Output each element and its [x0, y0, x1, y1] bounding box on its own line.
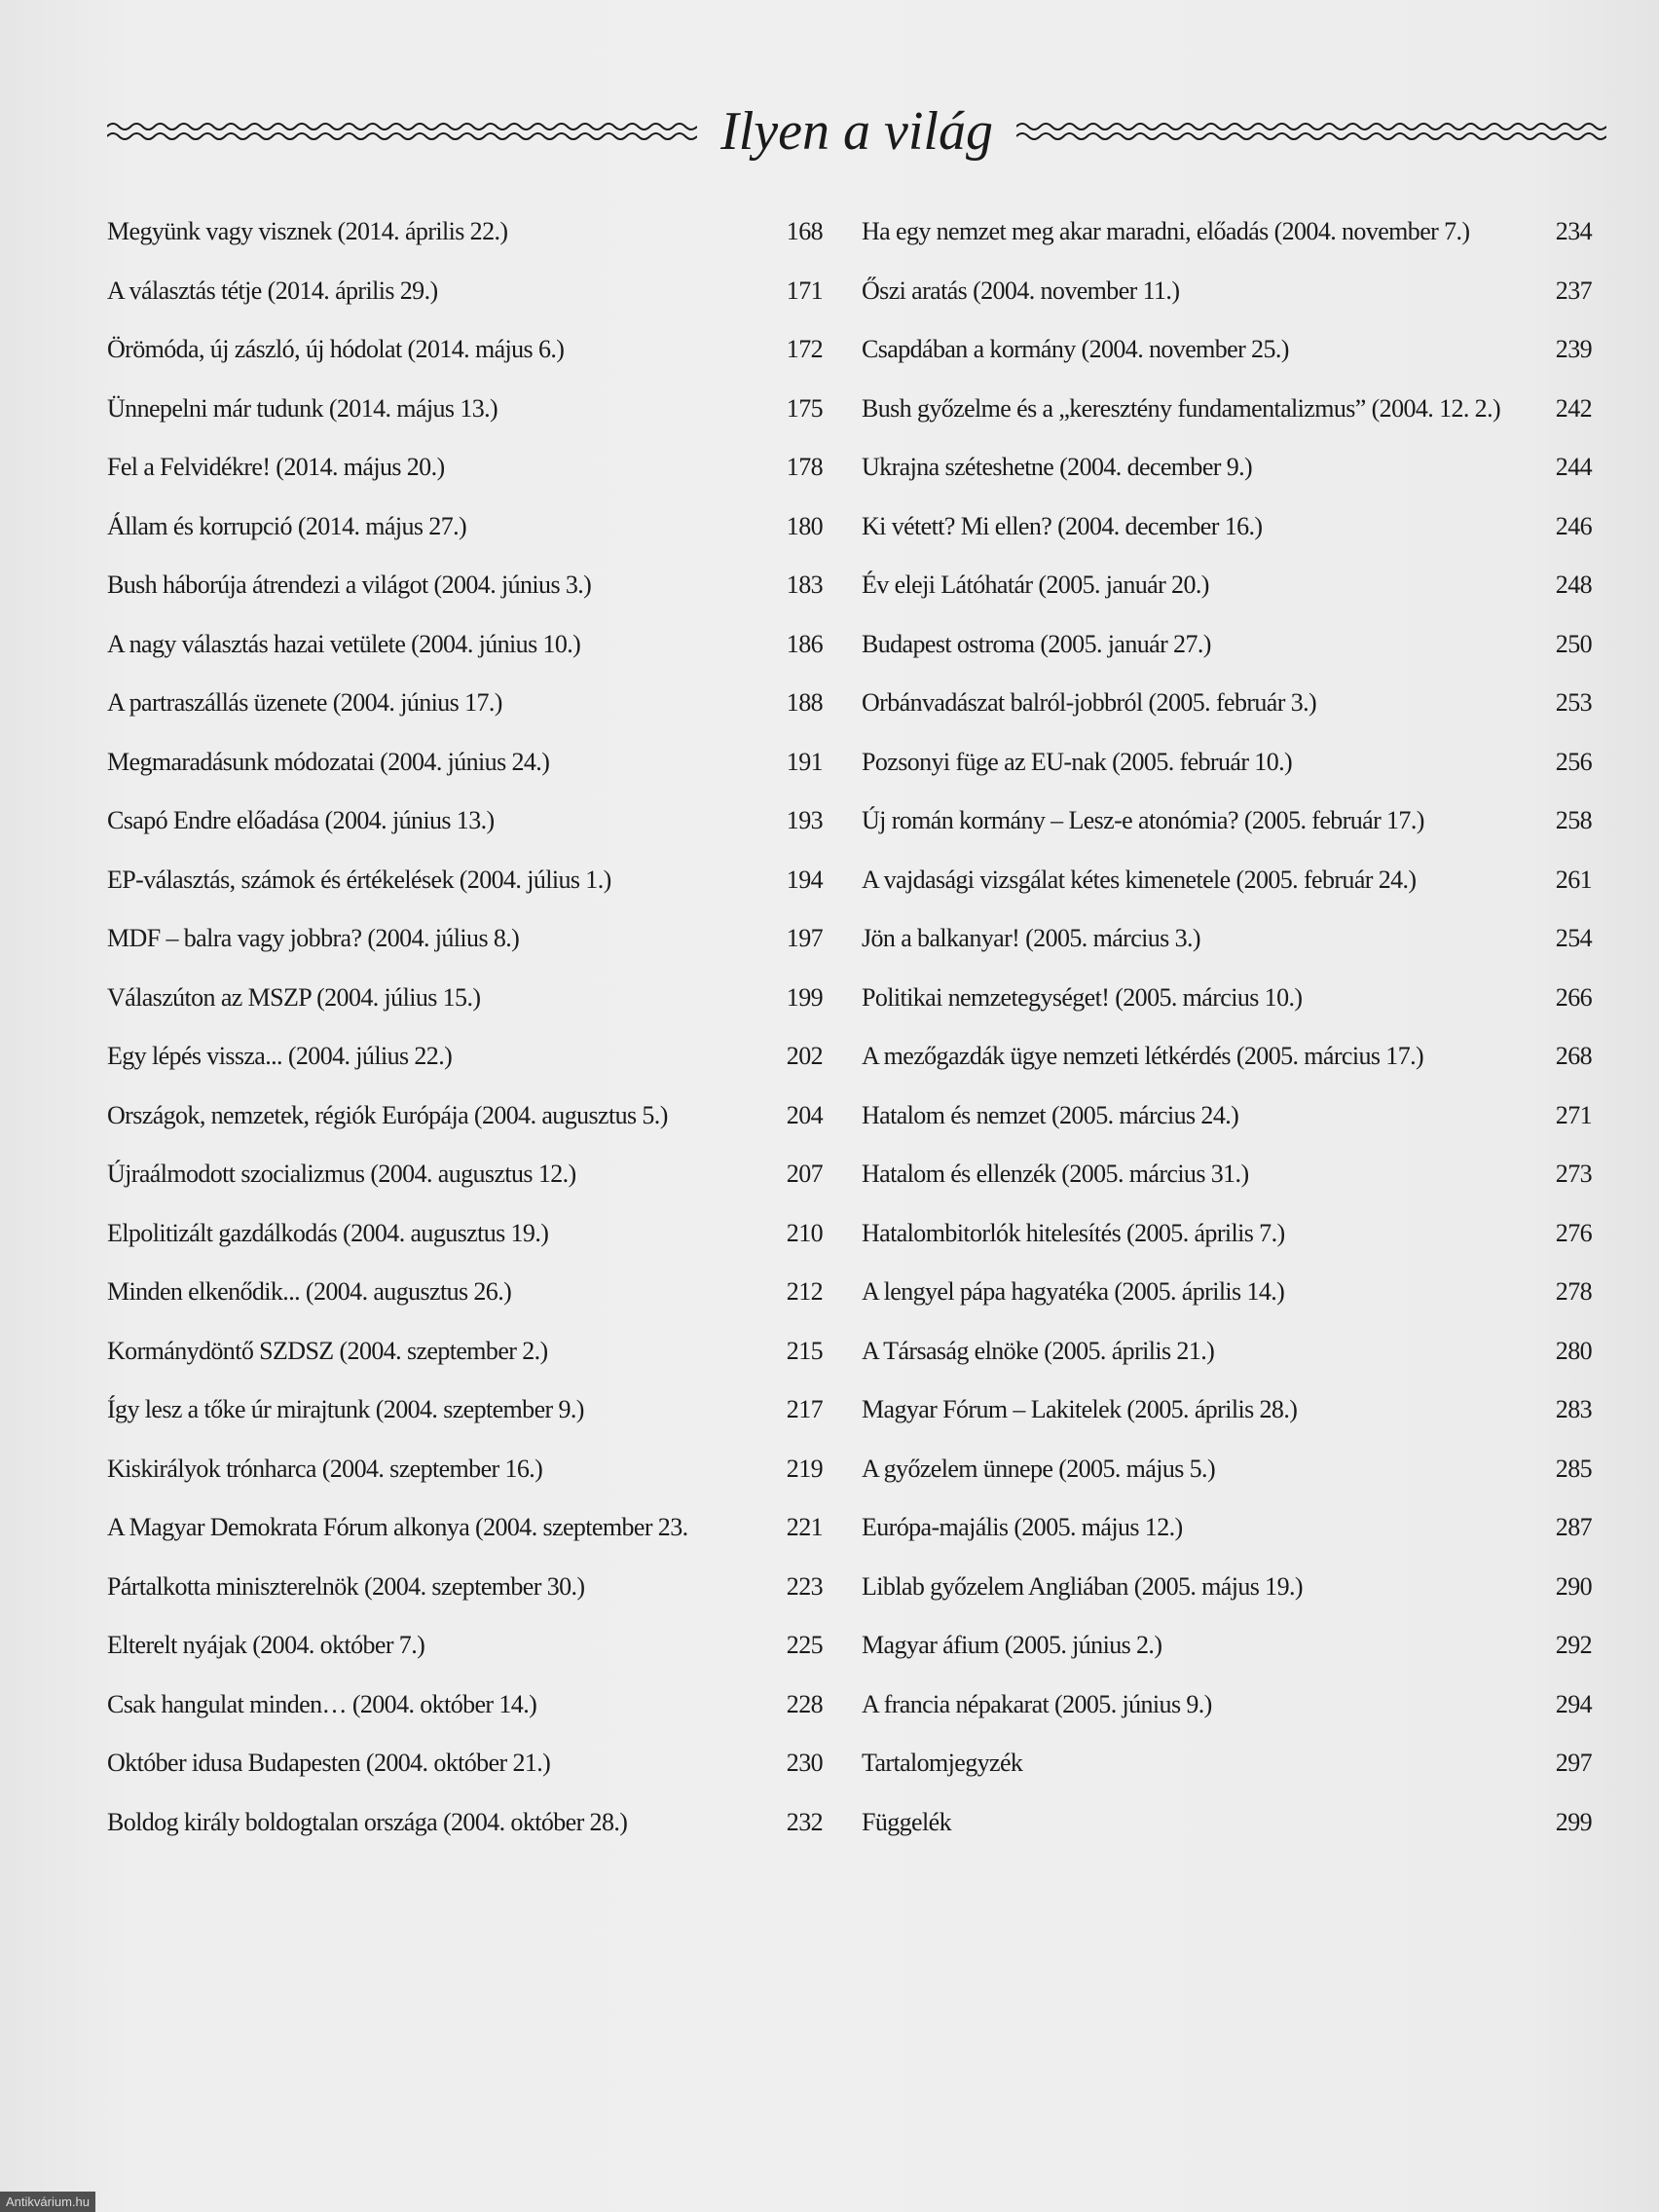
toc-entry-title: Kiskirályok trónharca (2004. szeptember 16.) [107, 1454, 543, 1483]
toc-entry-title: Állam és korrupció (2014. május 27.) [107, 511, 467, 540]
toc-entry-page-number: 204 [786, 1100, 823, 1129]
toc-entry-page-number: 285 [1555, 1454, 1592, 1483]
toc-entry-title: A nagy választás hazai vetülete (2004. június 10.) [107, 629, 581, 658]
toc-entry-title: A francia népakarat (2005. június 9.) [862, 1689, 1212, 1718]
toc-entry-title: Elterelt nyájak (2004. október 7.) [107, 1631, 425, 1660]
toc-entry-page-number: 175 [786, 393, 823, 423]
toc-entry-page-number: 261 [1555, 865, 1592, 894]
toc-entry-title: Megyünk vagy visznek (2014. április 22.) [107, 217, 508, 246]
toc-entry-page-number: 191 [786, 747, 823, 776]
toc-entry-page-number: 266 [1555, 982, 1592, 1012]
toc-entry-page-number: 253 [1555, 688, 1592, 718]
toc-entry-title: Csak hangulat minden… (2004. október 14.) [107, 1689, 537, 1718]
toc-entry [862, 1381, 1592, 1440]
toc-entry-page-number: 180 [786, 511, 823, 540]
toc-entry-page-number: 234 [1555, 217, 1592, 246]
toc-entry-page-number: 188 [786, 688, 823, 718]
toc-entry [862, 909, 1592, 969]
toc-entry-page-number: 186 [786, 629, 823, 658]
toc-entry-page-number: 287 [1555, 1513, 1592, 1542]
toc-entry-title: A Magyar Demokrata Fórum alkonya (2004. szeptember 23. [107, 1513, 688, 1542]
toc-entry [107, 556, 823, 615]
toc-entry-title: Fel a Felvidékre! (2014. május 20.) [107, 453, 445, 482]
toc-entry-page-number: 290 [1555, 1571, 1592, 1601]
toc-entry-page-number: 276 [1555, 1218, 1592, 1247]
toc-entry-page-number: 212 [786, 1277, 823, 1307]
toc-entry-page-number: 230 [786, 1749, 823, 1778]
toc-entry-title: EP-választás, számok és értékelések (2004. július 1.) [107, 865, 611, 894]
toc-entry-title: Országok, nemzetek, régiók Európája (2004. augusztus 5.) [107, 1100, 668, 1129]
toc-entry [107, 262, 823, 321]
toc-entry-title: Év eleji Látóhatár (2005. január 20.) [862, 571, 1209, 600]
toc-entry [862, 792, 1592, 851]
toc-entry-title: Egy lépés vissza... (2004. július 22.) [107, 1042, 453, 1071]
toc-entry-title: Pártalkotta miniszterelnök (2004. szeptember 30.) [107, 1571, 585, 1601]
toc-entry-page-number: 250 [1555, 629, 1592, 658]
toc-entry-page-number: 215 [786, 1336, 823, 1365]
toc-entry-page-number: 283 [1555, 1395, 1592, 1424]
toc-entry-page-number: 254 [1555, 924, 1592, 953]
toc-entry-title: Örömóda, új zászló, új hódolat (2014. május 6.) [107, 335, 565, 364]
toc-entry-page-number: 178 [786, 453, 823, 482]
toc-entry [107, 909, 823, 969]
toc-entry [107, 1263, 823, 1322]
toc-entry [107, 1498, 823, 1558]
toc-entry [107, 969, 823, 1028]
toc-entry-page-number: 202 [786, 1042, 823, 1071]
toc-entry-title: Liblab győzelem Angliában (2005. május 19.) [862, 1571, 1303, 1601]
toc-entry-title: Orbánvadászat balról-jobbról (2005. február 3.) [862, 688, 1317, 718]
toc-entry [107, 1087, 823, 1146]
toc-entry-title: Európa-majális (2005. május 12.) [862, 1513, 1183, 1542]
toc-entry [107, 1734, 823, 1793]
toc-entry [862, 1793, 1592, 1853]
toc-entry-page-number: 256 [1555, 747, 1592, 776]
toc-entry-title: Október idusa Budapesten (2004. október 21.) [107, 1749, 551, 1778]
toc-entry-page-number: 280 [1555, 1336, 1592, 1365]
toc-entry [862, 320, 1592, 380]
toc-entry-page-number: 223 [786, 1571, 823, 1601]
toc-entry [862, 262, 1592, 321]
toc-entry [107, 615, 823, 675]
toc-entry [107, 674, 823, 733]
toc-entry [107, 1204, 823, 1264]
header-ornament-right [1016, 119, 1606, 144]
toc-entry-page-number: 217 [786, 1395, 823, 1424]
toc-entry-title: Csapó Endre előadása (2004. június 13.) [107, 806, 495, 835]
toc-entry [862, 498, 1592, 557]
toc-entry-title: Újraálmodott szocializmus (2004. augusztus 12.) [107, 1160, 576, 1189]
toc-entry [107, 1676, 823, 1735]
page-header [107, 97, 1606, 166]
toc-entry [862, 1440, 1592, 1499]
toc-entry-title: Politikai nemzetegységet! (2005. március 10.) [862, 982, 1303, 1012]
toc-entry [862, 1204, 1592, 1264]
toc-entry-title: A győzelem ünnepe (2005. május 5.) [862, 1454, 1216, 1483]
toc-entry [862, 1558, 1592, 1617]
toc-entry-title: Függelék [862, 1807, 951, 1836]
toc-entry-title: A Társaság elnöke (2005. április 21.) [862, 1336, 1215, 1365]
toc-entry-title: Ünnepelni már tudunk (2014. május 13.) [107, 393, 498, 423]
toc-entry [107, 380, 823, 439]
toc-entry-title: Válaszúton az MSZP (2004. július 15.) [107, 982, 481, 1012]
toc-entry-page-number: 219 [786, 1454, 823, 1483]
toc-entry-page-number: 278 [1555, 1277, 1592, 1307]
toc-entry [862, 1087, 1592, 1146]
toc-entry [862, 1676, 1592, 1735]
toc-entry-page-number: 299 [1555, 1807, 1592, 1836]
toc-entry-page-number: 168 [786, 217, 823, 246]
toc-entry-page-number: 199 [786, 982, 823, 1012]
toc-entry [862, 1027, 1592, 1087]
toc-entry-page-number: 248 [1555, 571, 1592, 600]
toc-entry-page-number: 294 [1555, 1689, 1592, 1718]
toc-entry [862, 1616, 1592, 1676]
toc-entry-page-number: 268 [1555, 1042, 1592, 1071]
toc-entry [107, 1027, 823, 1087]
toc-entry [107, 792, 823, 851]
toc-entry [862, 1263, 1592, 1322]
toc-entry-title: Ukrajna széteshetne (2004. december 9.) [862, 453, 1253, 482]
toc-entry [862, 438, 1592, 498]
toc-entry-page-number: 210 [786, 1218, 823, 1247]
toc-entry [107, 1440, 823, 1499]
page-title: Ilyen a világ [720, 101, 993, 162]
toc-entry [862, 674, 1592, 733]
toc-entry [107, 733, 823, 793]
toc-entry [862, 615, 1592, 675]
toc-entry-page-number: 171 [786, 276, 823, 305]
toc-entry-title: Bush háborúja átrendezi a világot (2004. június 3.) [107, 571, 592, 600]
header-ornament-left [107, 119, 697, 144]
toc-entry-title: Minden elkenődik... (2004. augusztus 26.) [107, 1277, 512, 1307]
toc-entry-title: Őszi aratás (2004. november 11.) [862, 276, 1180, 305]
toc-entry [862, 969, 1592, 1028]
toc-entry-title: Így lesz a tőke úr mirajtunk (2004. szeptember 9.) [107, 1395, 584, 1424]
toc-entry-title: Tartalomjegyzék [862, 1749, 1023, 1778]
toc-entry-title: MDF – balra vagy jobbra? (2004. július 8.) [107, 924, 520, 953]
toc-entry-page-number: 244 [1555, 453, 1592, 482]
toc-entry-page-number: 232 [786, 1807, 823, 1836]
toc-entry [107, 1558, 823, 1617]
toc-entry-page-number: 197 [786, 924, 823, 953]
toc-entry [862, 1322, 1592, 1382]
toc-entry-title: A partraszállás üzenete (2004. június 17.) [107, 688, 502, 718]
toc-entry [862, 851, 1592, 910]
toc-entry-page-number: 292 [1555, 1631, 1592, 1660]
toc-entry-title: Boldog király boldogtalan országa (2004. október 28.) [107, 1807, 628, 1836]
toc-entry-page-number: 194 [786, 865, 823, 894]
toc-entry [862, 1734, 1592, 1793]
toc-entry [107, 1381, 823, 1440]
toc-entry [862, 1145, 1592, 1204]
toc-entry-page-number: 221 [786, 1513, 823, 1542]
toc-entry-title: Elpolitizált gazdálkodás (2004. augusztus 19.) [107, 1218, 549, 1247]
toc-entry-page-number: 273 [1555, 1160, 1592, 1189]
toc-entry-page-number: 225 [786, 1631, 823, 1660]
toc-entry-title: Csapdában a kormány (2004. november 25.) [862, 335, 1289, 364]
toc-entry [107, 498, 823, 557]
toc-entry-title: A választás tétje (2014. április 29.) [107, 276, 438, 305]
toc-entry-title: A lengyel pápa hagyatéka (2005. április 14.) [862, 1277, 1285, 1307]
toc-entry [862, 380, 1592, 439]
toc-entry-page-number: 246 [1555, 511, 1592, 540]
toc-entry-page-number: 271 [1555, 1100, 1592, 1129]
toc-entry-title: Hatalom és nemzet (2005. március 24.) [862, 1100, 1239, 1129]
toc-entry-page-number: 258 [1555, 806, 1592, 835]
toc-entry-title: Megmaradásunk módozatai (2004. június 24.) [107, 747, 550, 776]
toc-entry-title: Jön a balkanyar! (2005. március 3.) [862, 924, 1200, 953]
toc-entry-title: Budapest ostroma (2005. január 27.) [862, 629, 1211, 658]
toc-entry [107, 438, 823, 498]
toc-entry-page-number: 242 [1555, 393, 1592, 423]
toc-entry [107, 1616, 823, 1676]
toc-entry-page-number: 172 [786, 335, 823, 364]
toc-entry-page-number: 228 [786, 1689, 823, 1718]
toc-entry-title: Kormánydöntő SZDSZ (2004. szeptember 2.) [107, 1336, 548, 1365]
toc-entry [862, 733, 1592, 793]
toc-entry-title: Pozsonyi füge az EU-nak (2005. február 10.) [862, 747, 1293, 776]
toc-entry-page-number: 239 [1555, 335, 1592, 364]
toc-entry [107, 320, 823, 380]
toc-column-right [862, 203, 1592, 1852]
toc-entry-title: Új román kormány – Lesz-e atonómia? (2005. február 17.) [862, 806, 1424, 835]
toc-entry-page-number: 237 [1555, 276, 1592, 305]
toc-entry-page-number: 297 [1555, 1749, 1592, 1778]
toc-entry [107, 203, 823, 262]
toc-entry [107, 1322, 823, 1382]
toc-entry-title: Magyar Fórum – Lakitelek (2005. április 28.) [862, 1395, 1298, 1424]
toc-entry-page-number: 183 [786, 571, 823, 600]
toc-entry-title: Ha egy nemzet meg akar maradni, előadás (2004. november 7.) [862, 217, 1470, 246]
toc-entry [862, 556, 1592, 615]
toc-entry [107, 1793, 823, 1853]
toc-entry-title: Hatalombitorlók hitelesítés (2005. április 7.) [862, 1218, 1285, 1247]
toc-entry [862, 203, 1592, 262]
watermark: Antikvárium.hu [0, 2192, 95, 2212]
toc-entry-page-number: 207 [786, 1160, 823, 1189]
toc-entry-title: Magyar áfium (2005. június 2.) [862, 1631, 1162, 1660]
toc-entry-title: Ki vétett? Mi ellen? (2004. december 16.) [862, 511, 1263, 540]
toc-entry-page-number: 193 [786, 806, 823, 835]
toc-entry-title: A vajdasági vizsgálat kétes kimenetele (2005. február 24.) [862, 865, 1417, 894]
toc-column-left [107, 203, 823, 1852]
toc-entry-title: Hatalom és ellenzék (2005. március 31.) [862, 1160, 1249, 1189]
toc-entry [107, 1145, 823, 1204]
toc-entry [107, 851, 823, 910]
toc-entry [862, 1498, 1592, 1558]
toc-entry-title: A mezőgazdák ügye nemzeti létkérdés (2005. március 17.) [862, 1042, 1424, 1071]
toc-entry-title: Bush győzelme és a „keresztény fundamentalizmus” (2004. 12. 2.) [862, 393, 1501, 423]
